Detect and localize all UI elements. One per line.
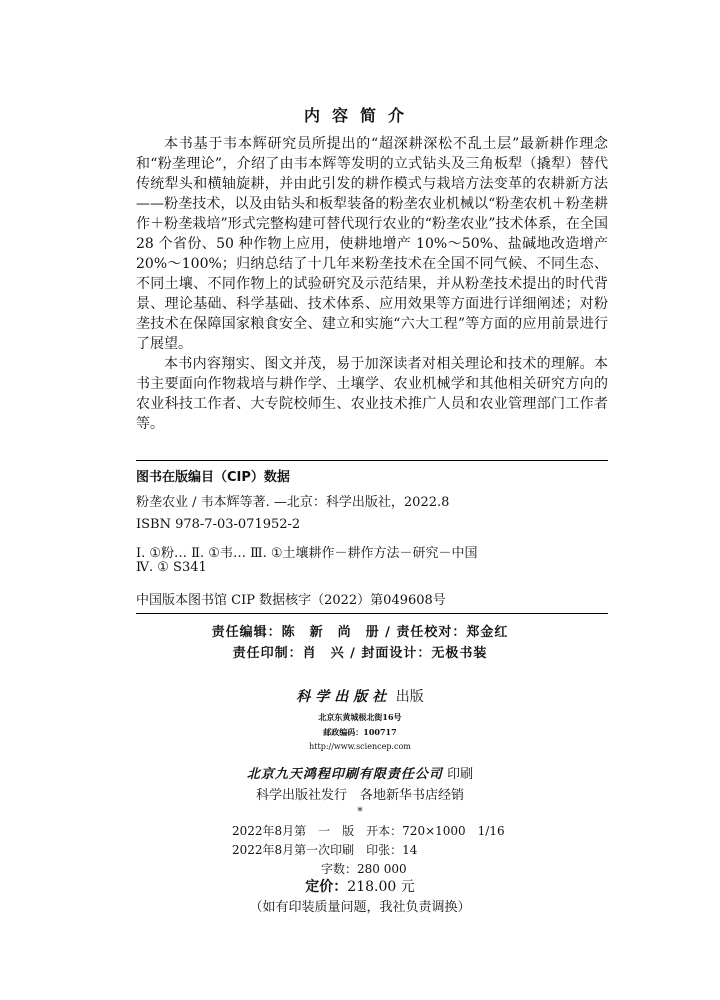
printer-name: 北京九天鸿程印刷有限责任公司 <box>246 767 443 782</box>
cip-bottom-rule <box>136 613 608 614</box>
cip-top-rule <box>136 460 608 461</box>
summary-title: 内容简介 <box>303 106 416 125</box>
cip-record-number: 中国版本图书馆 CIP 数据核字（2022）第049608号 <box>136 593 446 608</box>
price-label: 定价： <box>305 879 348 895</box>
summary-body <box>136 134 608 434</box>
printer-line <box>0 763 720 782</box>
edition-line: 2022年8月第 一 版 开本：720×1000 1/16 <box>232 824 505 838</box>
distribution-line: 科学出版社发行 各地新华书店经销 <box>255 788 464 803</box>
production-credits: 责任印制：肖 兴 / 封面设计：无极书装 <box>232 646 488 661</box>
publisher-suffix: 出版 <box>395 689 424 705</box>
printing-line: 2022年8月第一次印刷 印张：14 <box>232 843 418 857</box>
publisher-website: http://www.sciencep.com <box>309 742 411 751</box>
publisher-logo-text: 科学出版社 <box>296 689 392 705</box>
publisher-postcode: 邮政编码：100717 <box>323 727 397 737</box>
cip-heading: 图书在版编目（CIP）数据 <box>136 470 290 485</box>
printer-suffix: 印刷 <box>447 767 474 782</box>
cip-classification: Ⅳ. ① S341 <box>136 560 207 575</box>
cip-subject-line: Ⅰ. ①粉… Ⅱ. ①韦… Ⅲ. ①土壤耕作－耕作方法－研究－中国 <box>136 546 478 561</box>
cip-isbn: ISBN 978-7-03-071952-2 <box>136 517 301 532</box>
editor-credits: 责任编辑：陈 新 尚 册 / 责任校对：郑金红 <box>211 625 509 640</box>
summary-paragraph-1: 本书基于韦本辉研究员所提出的“超深耕深松不乱土层”最新耕作理念和“粉垄理论”，介绍了由韦本辉等发明的立式钻头及三角板犁（撬犁）替代传统犁头和横轴旋耕，并由此引发的耕作模式与栽培方法变革的农耕新方法——粉垄技术，以及由钻头和板犁装备的粉垄农业机械以“粉垄农机＋粉垄耕作＋粉垄栽培”形式完整构建可替代现行农业的“粉垄农业”技术体系，在全国 28 个省份、50 种作物上应用，使耕地增产 10%～50%、盐碱地改造增产 20%～100%；归纳总结了十几年来粉垄技术在全国不同气候、不同生态、不同土壤、不同作物上的试验研究及示范结果，并从粉垄技术提出的时代背景、理论基础、科学基础、技术体系、应用效果等方面进行详细阐述；对粉垄技术在保障国家粮食安全、建立和实施“六大工程”等方面的应用前景进行了展望。 <box>136 136 608 352</box>
publisher-line <box>0 686 720 706</box>
quality-note: （如有印装质量问题，我社负责调换） <box>249 900 471 915</box>
publisher-address: 北京东黄城根北街16号 <box>318 712 402 722</box>
price-value: 218.00 元 <box>347 879 415 895</box>
price-line <box>0 876 720 896</box>
cip-title-line: 粉垄农业 / 韦本辉等著. —北京：科学出版社，2022.8 <box>136 495 450 510</box>
separator-star: * <box>357 805 363 818</box>
summary-paragraph-2: 本书内容翔实、图文并茂，易于加深读者对相关理论和技术的理解。本书主要面向作物栽培与耕作学、土壤学、农业机械学和其他相关研究方向的农业科技工作者、大专院校师生、农业技术推广人员和农业管理部门工作者等。 <box>136 356 608 432</box>
word-count: 字数：280 000 <box>321 862 407 876</box>
